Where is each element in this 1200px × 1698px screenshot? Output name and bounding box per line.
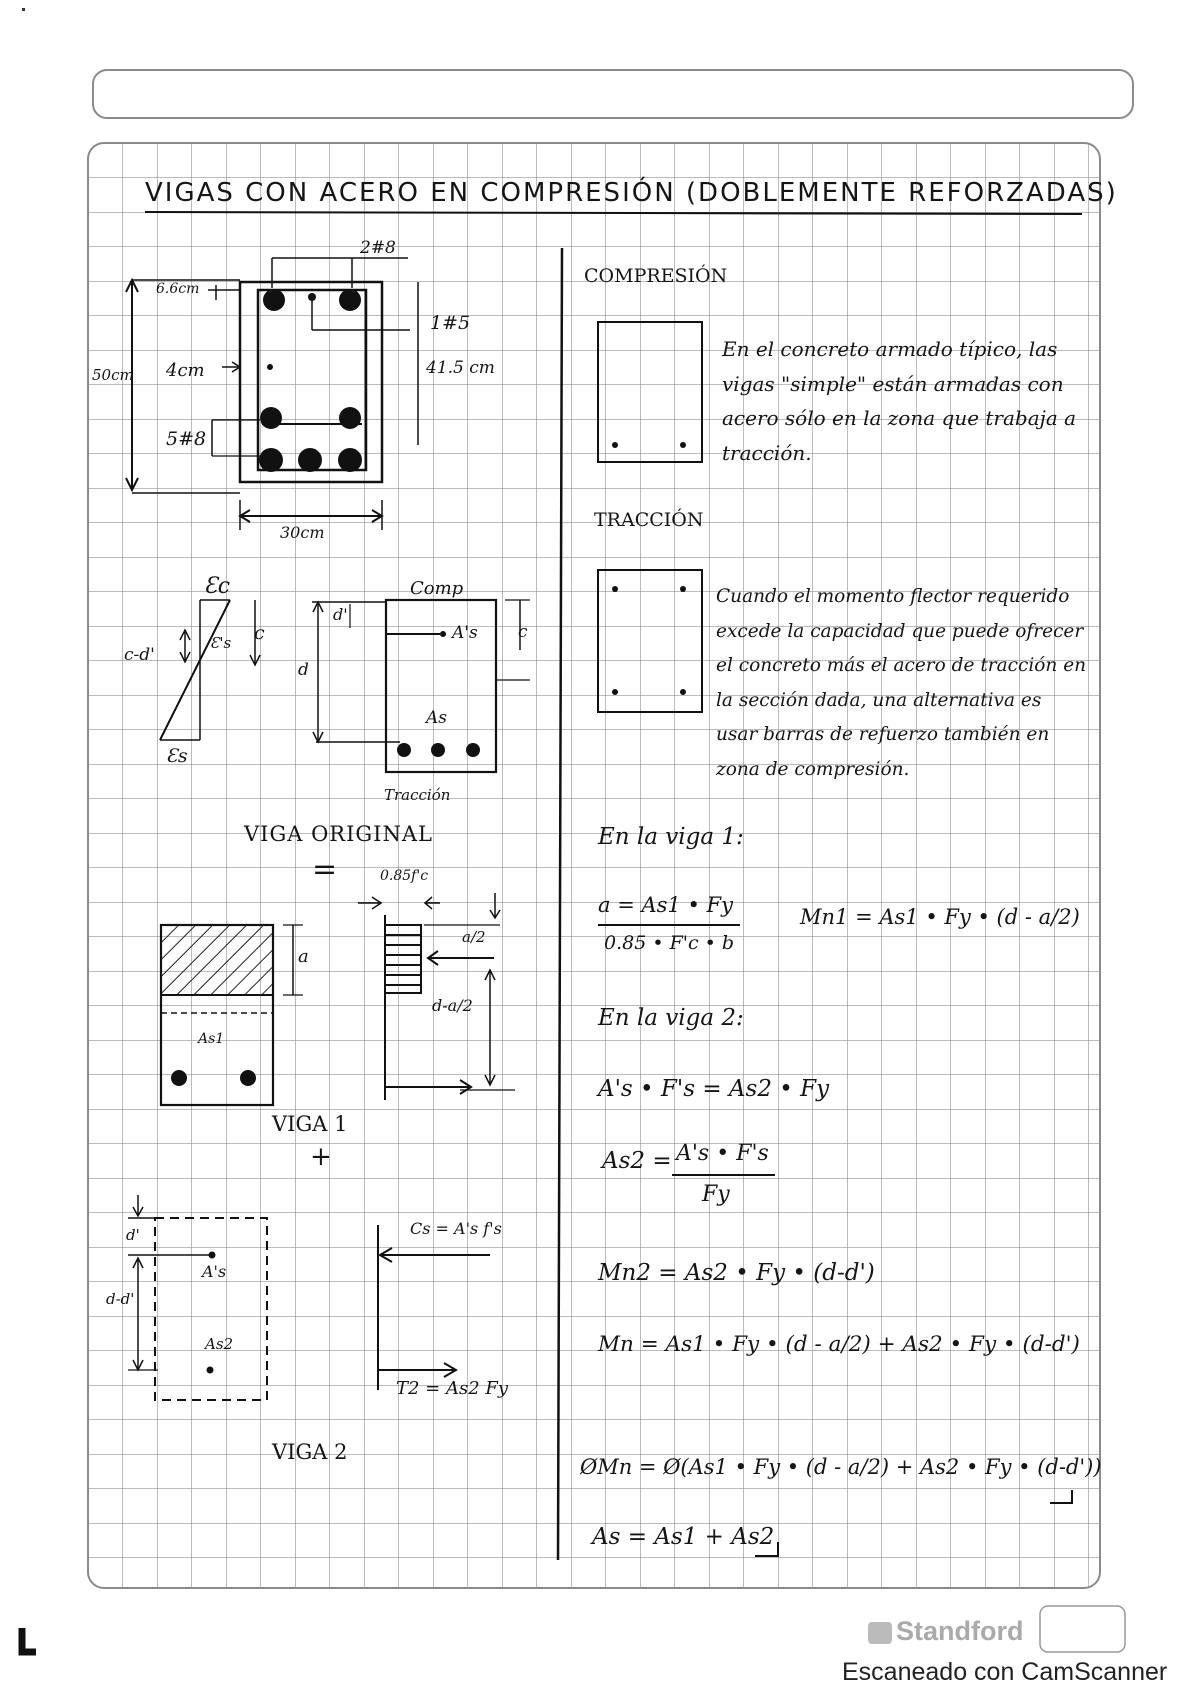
viga2-as2-label: As2 — [205, 1335, 234, 1353]
t2-force-label: T2 = As2 Fy — [396, 1378, 509, 1399]
bar — [431, 743, 445, 757]
as-prime-label: A's — [452, 623, 478, 643]
d-prime-label: d' — [333, 605, 348, 624]
footer-box — [1040, 1606, 1125, 1652]
bar — [240, 1070, 256, 1086]
bar — [466, 743, 480, 757]
bar — [259, 448, 283, 472]
bar — [260, 407, 282, 429]
cs-force-label: Cs = A's f's — [410, 1219, 502, 1238]
strain-ec-label: Ɛc — [204, 574, 231, 599]
strain-c-label: c — [254, 622, 265, 644]
compresion-heading: COMPRESIÓN — [584, 265, 728, 287]
camscanner-caption: Escaneado con CamScanner — [842, 1658, 1168, 1686]
height-label: 50cm — [92, 366, 134, 384]
bar — [308, 293, 316, 301]
viga2-heading: En la viga 2: — [598, 1005, 744, 1031]
equation-as-total: As = As1 + As2 — [592, 1524, 775, 1550]
paragraph-doubly-reinforced: Cuando el momento flector requerido excede la capacidad que puede ofrecer el concreto más el acero de tracción en la sección dada, una alternativa es usar barras de refuerzo también en zona de compresión. — [716, 586, 1087, 780]
equation-as2-numerator: A's • F's — [676, 1141, 769, 1166]
width-label: 30cm — [280, 523, 325, 542]
c-label: c — [518, 622, 528, 642]
depth-label: 41.5 cm — [426, 358, 495, 378]
viga2-as-prime-label: A's — [202, 1262, 227, 1281]
equals-sign: = — [312, 852, 338, 887]
stirrup-label: 1#5 — [430, 312, 471, 334]
equation-a-numerator: a = As1 • Fy — [598, 893, 733, 917]
viga2-d-prime-label: d' — [126, 1226, 140, 1244]
viga1-caption: VIGA 1 — [272, 1112, 348, 1136]
c-minus-d-label: c-d' — [124, 645, 155, 665]
equation-as2-denominator: Fy — [702, 1182, 730, 1207]
a-half-label: a/2 — [462, 928, 486, 946]
strain-es-label: Ɛs — [166, 745, 188, 767]
viga-original-label: VIGA ORIGINAL — [244, 822, 433, 846]
bar — [338, 448, 362, 472]
header-box — [93, 70, 1133, 118]
lever-arm-label: d-a/2 — [432, 996, 473, 1015]
equation-phi-mn: ØMn = Ø(As1 • Fy • (d - a/2) + As2 • Fy • (d-d')) — [580, 1455, 1102, 1479]
equation-a-denominator: 0.85 • F'c • b — [604, 932, 735, 954]
equation-mn-total: Mn = As1 • Fy • (d - a/2) + As2 • Fy • (d-d') — [598, 1332, 1080, 1357]
stress-block-label: 0.85f'c — [380, 868, 429, 884]
d-label: d — [298, 660, 309, 680]
bottom-bars-label: 5#8 — [166, 428, 207, 450]
viga2-d-minus-d-label: d-d' — [106, 1290, 135, 1308]
bar — [397, 743, 411, 757]
paragraph-simple-beams: En el concreto armado típico, las vigas "simple" están armadas con acero sólo en la zona que trabaja a tracción. — [722, 337, 1077, 465]
as-label: As — [426, 708, 448, 728]
strain-es-prime-label: Ɛ's — [210, 634, 232, 652]
as1-label: As1 — [198, 1031, 225, 1047]
viga1-heading: En la viga 1: — [598, 824, 744, 850]
equation-mn1: Mn1 = As1 • Fy • (d - a/2) — [800, 905, 1080, 929]
equation-equilibrium: A's • F's = As2 • Fy — [598, 1076, 830, 1102]
bar — [171, 1070, 187, 1086]
traccion-label: Tracción — [384, 786, 451, 804]
brand-name: Standford — [896, 1616, 1024, 1646]
traccion-heading: TRACCIÓN — [594, 509, 704, 531]
viga2-caption: VIGA 2 — [272, 1440, 348, 1464]
bar — [339, 407, 361, 429]
side-cover-label: 4cm — [166, 360, 205, 381]
brand-logo — [868, 1622, 892, 1644]
equation-mn2: Mn2 = As2 • Fy • (d-d') — [598, 1260, 875, 1286]
cover-label: 6.6cm — [156, 281, 200, 297]
bar — [263, 289, 285, 311]
a-depth-label: a — [298, 946, 309, 967]
bar — [339, 289, 361, 311]
equation-as2-left: As2 = — [602, 1148, 672, 1174]
comp-label: Comp — [410, 578, 464, 599]
page-title: VIGAS CON ACERO EN COMPRESIÓN (DOBLEMENTE REFORZADAS) — [145, 178, 1118, 208]
bar — [298, 448, 322, 472]
plus-sign: + — [310, 1142, 332, 1172]
top-bars-label: 2#8 — [360, 238, 396, 258]
